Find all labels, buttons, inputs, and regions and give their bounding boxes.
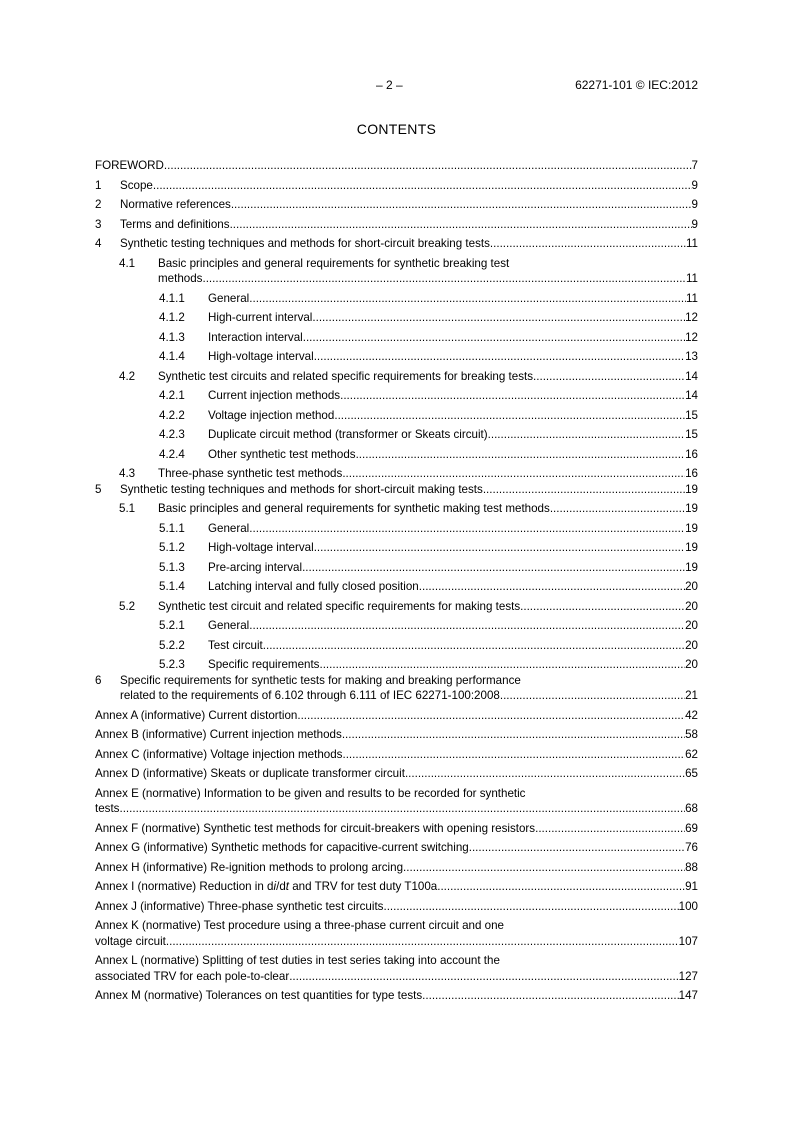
toc-page-number: 20 [685, 619, 698, 632]
toc-title: Basic principles and general requirements for synthetic making test methods [158, 502, 550, 515]
leader-dots [383, 899, 678, 915]
toc-page-number: 91 [685, 880, 698, 893]
toc-entry[interactable] [95, 840, 698, 856]
leader-dots [319, 657, 685, 673]
toc-title: Interaction interval [208, 330, 303, 344]
toc-title: Scope [120, 178, 153, 192]
toc-entry[interactable] [95, 330, 698, 346]
toc-title: Terms and definitions [120, 217, 230, 231]
toc-page-number: 11 [685, 237, 698, 250]
toc-title: General [208, 291, 250, 305]
toc-page-number: 15 [685, 428, 698, 441]
toc-entry[interactable] [95, 599, 698, 615]
toc-title: General [208, 619, 250, 632]
toc-number: 5.2 [119, 599, 136, 613]
toc-title: Synthetic testing techniques and methods for short-circuit breaking tests [120, 237, 490, 250]
toc-page-number: 65 [685, 767, 698, 780]
toc-entry[interactable] [95, 673, 698, 704]
toc-number: 4.2.4 [159, 447, 185, 461]
toc-entry[interactable] [95, 447, 698, 463]
leader-dots [419, 579, 685, 595]
toc-page-number: 19 [685, 521, 698, 535]
toc-page-number: 19 [685, 560, 698, 574]
toc-entry[interactable] [95, 579, 698, 595]
toc-title: Annex I (normative) Reduction in di/dt and TRV for test duty T100a [95, 880, 438, 893]
toc-number: 4.2.3 [159, 428, 185, 441]
toc-number: 5.2.1 [159, 619, 185, 632]
toc-entry[interactable] [95, 369, 698, 385]
toc-title: Pre-arcing interval [208, 560, 303, 574]
toc-title: Annex C (informative) Voltage injection methods [95, 747, 343, 761]
leader-dots [422, 988, 679, 1004]
toc-title: related to the requirements of 6.102 through 6.111 of IEC 62271-100:2008 [120, 689, 500, 702]
toc-title: Annex B (informative) Current injection methods [95, 728, 342, 741]
toc-number: 4.2.2 [159, 408, 185, 422]
toc-entry[interactable] [95, 860, 698, 876]
toc-entry[interactable] [95, 388, 698, 404]
toc-page-number: 12 [685, 330, 698, 344]
leader-dots [488, 427, 685, 443]
page-title: CONTENTS [356, 121, 437, 137]
leader-dots [312, 310, 685, 326]
toc-number: 4.1.2 [159, 311, 185, 324]
toc-page-number: 68 [685, 802, 698, 815]
leader-dots [314, 540, 685, 556]
toc-title: Specific requirements [208, 658, 320, 671]
leader-dots [303, 330, 685, 346]
leader-dots [289, 969, 678, 985]
toc-entry[interactable] [95, 953, 698, 984]
toc-title: Annex F (normative) Synthetic test methods for circuit-breakers with opening resistors [95, 821, 536, 835]
toc-page-number: 9 [691, 217, 698, 231]
leader-dots [202, 271, 685, 287]
leader-dots [340, 388, 685, 404]
toc-entry[interactable] [95, 197, 698, 213]
toc-number: 5.2.2 [159, 638, 185, 652]
toc-entry[interactable] [95, 236, 698, 252]
toc-number: 4.2 [119, 369, 136, 383]
leader-dots [535, 821, 685, 837]
toc-entry[interactable] [95, 466, 698, 482]
toc-title: Other synthetic test methods [208, 447, 356, 461]
toc-entry[interactable] [95, 310, 698, 326]
toc-number: 5.1 [119, 502, 136, 515]
leader-dots [550, 501, 685, 517]
toc-page-number: 107 [678, 934, 698, 948]
leader-dots [356, 447, 686, 463]
toc-entry[interactable] [95, 988, 698, 1004]
leader-dots [249, 618, 685, 634]
toc-title: methods [158, 272, 203, 285]
toc-entry[interactable] [95, 540, 698, 556]
leader-dots [153, 178, 692, 194]
toc-page-number: 7 [691, 159, 698, 172]
leader-dots [342, 466, 685, 482]
toc-title: Annex G (informative) Synthetic methods for capacitive-current switching [95, 841, 469, 854]
toc-page-number: 20 [685, 599, 698, 613]
toc-title: High-voltage interval [208, 350, 314, 363]
toc-page-number: 100 [678, 899, 698, 913]
toc-title: Normative references [120, 198, 231, 211]
toc-title: Duplicate circuit method (transformer or Skeats circuit) [208, 428, 488, 441]
toc-page-number: 69 [685, 821, 698, 835]
toc-page-number: 147 [678, 989, 698, 1002]
toc-entry[interactable] [95, 256, 698, 287]
toc-title: Test circuit [208, 638, 263, 652]
toc-page-number: 19 [685, 502, 698, 515]
leader-dots [230, 217, 692, 233]
toc-number: 4.1.1 [159, 291, 185, 305]
leader-dots [533, 369, 685, 385]
toc-title: Voltage injection method [208, 408, 335, 422]
leader-dots [483, 482, 685, 498]
toc-entry[interactable] [95, 291, 698, 307]
leader-dots [302, 560, 685, 576]
toc-title: Synthetic test circuit and related specific requirements for making tests [158, 599, 521, 613]
toc-title: Latching interval and fully closed position [208, 580, 419, 593]
toc-entry[interactable] [95, 918, 698, 949]
leader-dots [164, 158, 692, 174]
leader-dots [342, 747, 685, 763]
toc-entry[interactable] [95, 766, 698, 782]
toc-entry[interactable] [95, 408, 698, 424]
toc-title: Annex H (informative) Re-ignition methods to prolong arcing [95, 860, 404, 874]
toc-title: Current injection methods [208, 389, 341, 402]
leader-dots [231, 197, 692, 213]
toc-title: Annex J (informative) Three-phase synthetic test circuits [95, 899, 384, 913]
toc-page-number: 9 [691, 198, 698, 211]
toc-page-number: 20 [685, 658, 698, 671]
toc-title: Synthetic test circuits and related specific requirements for breaking tests [158, 369, 534, 383]
leader-dots [469, 840, 685, 856]
leader-dots [334, 408, 685, 424]
toc-number: 5 [95, 482, 102, 496]
toc-entry[interactable] [95, 482, 698, 498]
toc-number: 5.1.2 [159, 541, 185, 554]
toc-entry[interactable] [95, 349, 698, 365]
toc-page-number: 9 [691, 178, 698, 192]
toc-page-number: 20 [685, 580, 698, 593]
toc-page-number: 14 [685, 369, 698, 383]
toc-number: 1 [95, 178, 102, 192]
toc-entry[interactable] [95, 821, 698, 837]
toc-page-number: 19 [685, 541, 698, 554]
toc-page-number: 16 [685, 467, 698, 480]
toc-number: 4.1.3 [159, 330, 185, 344]
toc-entry[interactable] [95, 521, 698, 537]
toc-number: 6 [95, 673, 102, 687]
toc-page-number: 127 [678, 969, 698, 983]
toc-title: Annex L (normative) Splitting of test duties in test series taking into account the [95, 954, 500, 967]
leader-dots [249, 521, 685, 537]
leader-dots [437, 879, 685, 895]
toc-entry[interactable] [95, 217, 698, 233]
toc-entry[interactable] [95, 879, 698, 895]
toc-title: Annex D (informative) Skeats or duplicate transformer circuit [95, 767, 405, 780]
toc-number: 2 [95, 198, 102, 211]
toc-title: Annex E (normative) Information to be given and results to be recorded for synthetic [95, 786, 526, 800]
toc-entry[interactable] [95, 727, 698, 743]
toc-title: Synthetic testing techniques and methods for short-circuit making tests [120, 482, 483, 496]
leader-dots [490, 236, 686, 252]
toc-page-number: 20 [685, 638, 698, 652]
leader-dots [342, 727, 685, 743]
toc-number: 3 [95, 217, 102, 231]
table-of-contents [95, 158, 698, 1004]
leader-dots [314, 349, 685, 365]
toc-page-number: 16 [685, 447, 698, 461]
toc-number: 5.1.4 [159, 580, 185, 593]
leader-dots [119, 801, 685, 817]
leader-dots [520, 599, 685, 615]
toc-page-number: 13 [685, 350, 698, 363]
toc-page-number: 58 [685, 728, 698, 741]
toc-title: High-voltage interval [208, 541, 314, 554]
toc-entry[interactable] [95, 747, 698, 763]
toc-number: 4.3 [119, 467, 136, 480]
leader-dots [263, 638, 685, 654]
leader-dots [500, 688, 685, 704]
toc-number: 5.1.3 [159, 560, 185, 574]
toc-title: Three-phase synthetic test methods [158, 467, 343, 480]
toc-title: voltage circuit [95, 934, 166, 948]
toc-entry[interactable] [95, 786, 698, 817]
toc-entry[interactable] [95, 618, 698, 634]
toc-title: Annex A (informative) Current distortion [95, 708, 298, 722]
leader-dots [403, 860, 685, 876]
toc-page-number: 15 [685, 408, 698, 422]
toc-entry[interactable] [95, 178, 698, 194]
toc-page-number: 62 [685, 747, 698, 761]
toc-page-number: 21 [685, 689, 698, 702]
toc-page-number: 14 [685, 389, 698, 402]
toc-entry[interactable] [95, 501, 698, 517]
toc-number: 5.2.3 [159, 658, 185, 671]
toc-title: General [208, 521, 250, 535]
toc-number: 4 [95, 237, 102, 250]
toc-title: associated TRV for each pole-to-clear [95, 969, 290, 983]
toc-number: 5.1.1 [159, 521, 185, 535]
toc-title: Annex M (normative) Tolerances on test quantities for type tests [95, 989, 423, 1002]
toc-entry[interactable] [95, 427, 698, 443]
toc-title: Specific requirements for synthetic tests for making and breaking performance [120, 673, 521, 687]
toc-title: FOREWORD [95, 159, 164, 172]
leader-dots [297, 708, 685, 724]
toc-entry[interactable] [95, 638, 698, 654]
toc-page-number: 11 [685, 291, 698, 305]
toc-page-number: 19 [685, 482, 698, 496]
toc-entry[interactable] [95, 657, 698, 673]
toc-entry[interactable] [95, 708, 698, 724]
toc-page-number: 11 [685, 272, 698, 285]
toc-entry[interactable] [95, 899, 698, 915]
toc-title: tests [95, 802, 120, 815]
toc-title: Annex K (normative) Test procedure using a three-phase current circuit and one [95, 919, 505, 932]
leader-dots [249, 291, 686, 307]
page-number: – 2 – [376, 78, 403, 92]
document-id: 62271-101 © IEC:2012 [575, 78, 698, 92]
toc-number: 4.1.4 [159, 350, 185, 363]
leader-dots [166, 934, 679, 950]
toc-entry[interactable] [95, 560, 698, 576]
leader-dots [405, 766, 685, 782]
toc-title: High-current interval [208, 311, 313, 324]
toc-page-number: 42 [685, 708, 698, 722]
toc-entry[interactable] [95, 158, 698, 174]
toc-page-number: 88 [685, 860, 698, 874]
toc-page-number: 12 [685, 311, 698, 324]
toc-title: Basic principles and general requirements for synthetic breaking test [158, 256, 510, 270]
toc-number: 4.1 [119, 256, 136, 270]
toc-page-number: 76 [685, 841, 698, 854]
toc-number: 4.2.1 [159, 389, 185, 402]
